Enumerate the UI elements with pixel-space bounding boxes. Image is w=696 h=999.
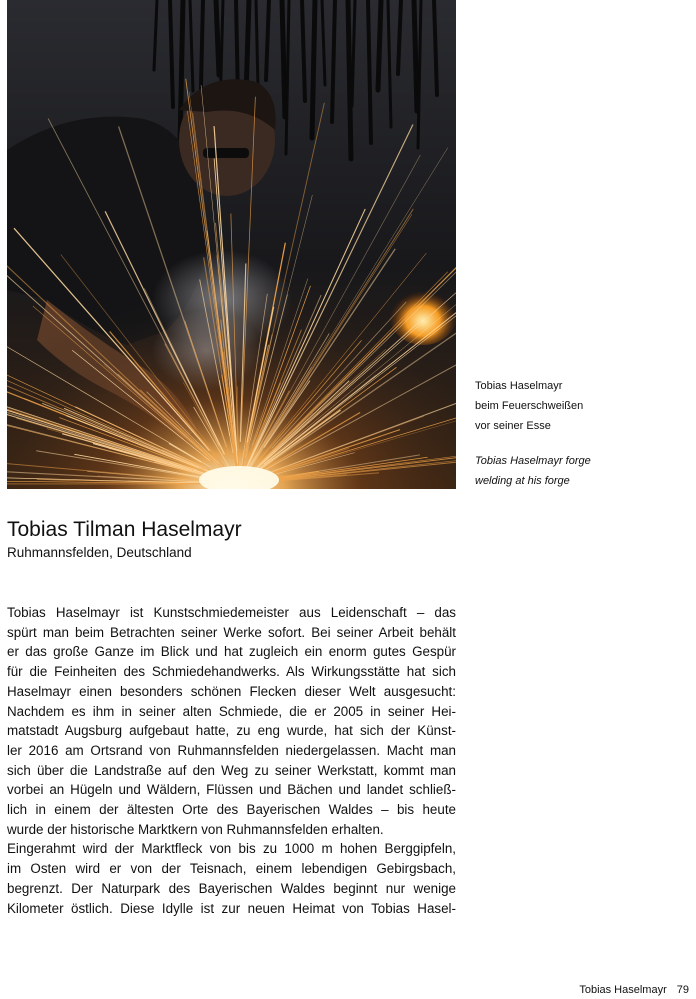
body-line: spürt man beim Betrachten seiner Werke sofort. Bei seiner Arbeit behält [7, 624, 456, 640]
hanging-tool [378, 0, 381, 90]
body-line: sich über die Landstraße auf den Weg zu seiner Werkstatt, kommt man [7, 762, 456, 778]
hanging-tool [216, 0, 219, 75]
page-footer [579, 982, 689, 998]
body-line: für die Feinheiten des Schmiedehandwerks. Als Wirkungsstätte hat sich [7, 664, 456, 680]
caption-en-line: welding at his forge [475, 475, 570, 487]
hanging-tool [282, 0, 285, 117]
caption-en [475, 451, 675, 491]
body-line: lich in einem der ältesten Orte des Bayerischen Waldes – bis heute [7, 802, 456, 818]
hanging-tool [414, 0, 417, 111]
artist-name: Tobias Tilman Haselmayr [7, 518, 242, 541]
page-number: 79 [676, 984, 689, 996]
body-line: begrenzt. Der Naturpark des Bayerischen Waldes beginnt nur wenige [7, 880, 456, 896]
photo-caption [475, 376, 675, 491]
forge-photo-illustration [7, 0, 456, 489]
caption-en-line: Tobias Haselmayr forge [475, 455, 591, 467]
body-line: Tobias Haselmayr ist Kunstschmiedemeister aus Leidenschaft – das [7, 605, 456, 620]
body-text [7, 603, 456, 918]
caption-de-line: beim Feuerschweißen [475, 400, 584, 412]
body-line: wurde der historische Marktkern von Ruhmannsfelden erhalten. [7, 821, 384, 837]
body-line: Kilometer östlich. Diese Idylle ist zur neuen Heimat von Tobias Hasel- [7, 900, 456, 916]
body-line: Haselmayr einen besonders schönen Flecken dieser Welt ausgesucht: [7, 683, 456, 699]
body-line: er das große Ganze im Blick und hat zugleich ein enorm gutes Gespür [7, 644, 456, 660]
body-line: vorbei an Hügeln und Wäldern, Flüssen und Bächen und landet schließ- [7, 782, 456, 798]
body-line: Nachdem es ihm in seiner alten Schmiede, die er 2005 in seiner Hei- [7, 703, 456, 719]
caption-de-line: Tobias Haselmayr [475, 380, 563, 392]
artist-location: Ruhmannsfelden, Deutschland [7, 545, 192, 560]
caption-de-line: vor seiner Esse [475, 420, 551, 432]
hanging-tool [348, 0, 351, 159]
body-line: matstadt Augsburg aufgebaut hatte, zu eng wurde, hat sich der Künst- [7, 723, 456, 739]
running-title: Tobias Haselmayr [579, 984, 667, 996]
body-line: ler 2016 am Ortsrand von Ruhmannsfelden niedergelassen. Macht man [7, 742, 456, 758]
photo-blacksmith [7, 0, 456, 489]
hanging-tool [312, 0, 315, 138]
glasses [203, 148, 249, 158]
body-line: Eingerahmt wird der Marktfleck von bis zu 1000 m hohen Berggipfeln, [7, 841, 456, 857]
body-line: im Osten wird er von der Teisnach, einem lebendigen Gebirgsbach, [7, 861, 456, 877]
